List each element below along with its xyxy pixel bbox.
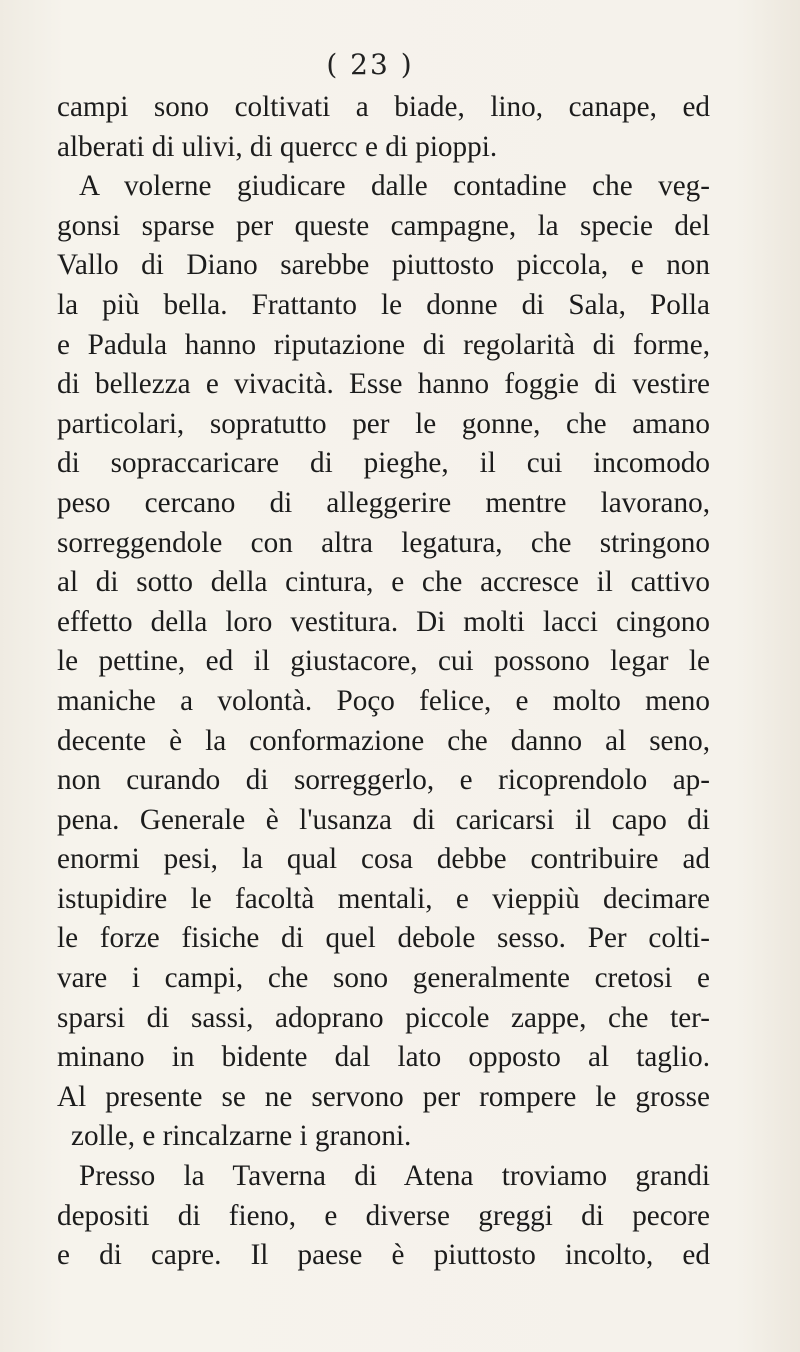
text-line: gonsi sparse per queste campagne, la specie del (57, 209, 710, 242)
text-line: vare i campi, che sono generalmente cretosi e (57, 962, 710, 995)
text-line: peso cercano di alleggerire mentre lavorano, (57, 486, 710, 519)
page-number: ( 23 ) (326, 48, 414, 81)
text-line: A volerne giudicare dalle contadine che veg- (79, 170, 710, 203)
text-line: e Padula hanno riputazione di regolarità di forme, (57, 328, 710, 361)
text-line: sparsi di sassi, adoprano piccole zappe, che ter- (57, 1001, 710, 1034)
text-line: la più bella. Frattanto le donne di Sala, Polla (57, 288, 710, 321)
text-line: di bellezza e vivacità. Esse hanno foggie di vestire (57, 368, 710, 401)
text-line: le forze fisiche di quel debole sesso. Per colti- (57, 922, 710, 955)
text-line: depositi di fieno, e diverse greggi di pecore (57, 1199, 710, 1232)
text-line: enormi pesi, la qual cosa debbe contribuire ad (57, 843, 710, 876)
body-text (57, 88, 710, 1276)
text-line: istupidire le facoltà mentali, e vieppiù decimare (57, 882, 710, 915)
text-line: effetto della loro vestitura. Di molti lacci cingono (57, 605, 710, 638)
text-line: sorreggendole con altra legatura, che stringono (57, 526, 710, 559)
text-line: al di sotto della cintura, e che accresce il cattivo (57, 566, 710, 599)
text-line: minano in bidente dal lato opposto al taglio. (57, 1041, 710, 1074)
text-line: maniche a volontà. Poço felice, e molto meno (57, 684, 710, 717)
text-line: pena. Generale è l'usanza di caricarsi il capo di (57, 803, 710, 836)
text-line: di sopraccaricare di pieghe, il cui incomodo (57, 447, 710, 480)
text-line: Al presente se ne servono per rompere le grosse (57, 1080, 710, 1113)
text-line: alberati di ulivi, di quercc e di pioppi. (57, 130, 498, 163)
text-line: le pettine, ed il giustacore, cui possono legar le (57, 645, 710, 678)
text-line: e di capre. Il paese è piuttosto incolto, ed (57, 1239, 710, 1272)
text-line: campi sono coltivati a biade, lino, canape, ed (57, 91, 710, 123)
text-line: decente è la conformazione che danno al seno, (57, 724, 710, 757)
text-line: Vallo di Diano sarebbe piuttosto piccola, e non (57, 249, 710, 282)
text-line: zolle, e rincalzarne i granoni. (71, 1120, 412, 1153)
text-line: particolari, sopratutto per le gonne, che amano (57, 407, 710, 440)
text-line: non curando di sorreggerlo, e ricoprendolo ap- (57, 764, 710, 797)
text-line: Presso la Taverna di Atena troviamo grandi (79, 1160, 710, 1193)
